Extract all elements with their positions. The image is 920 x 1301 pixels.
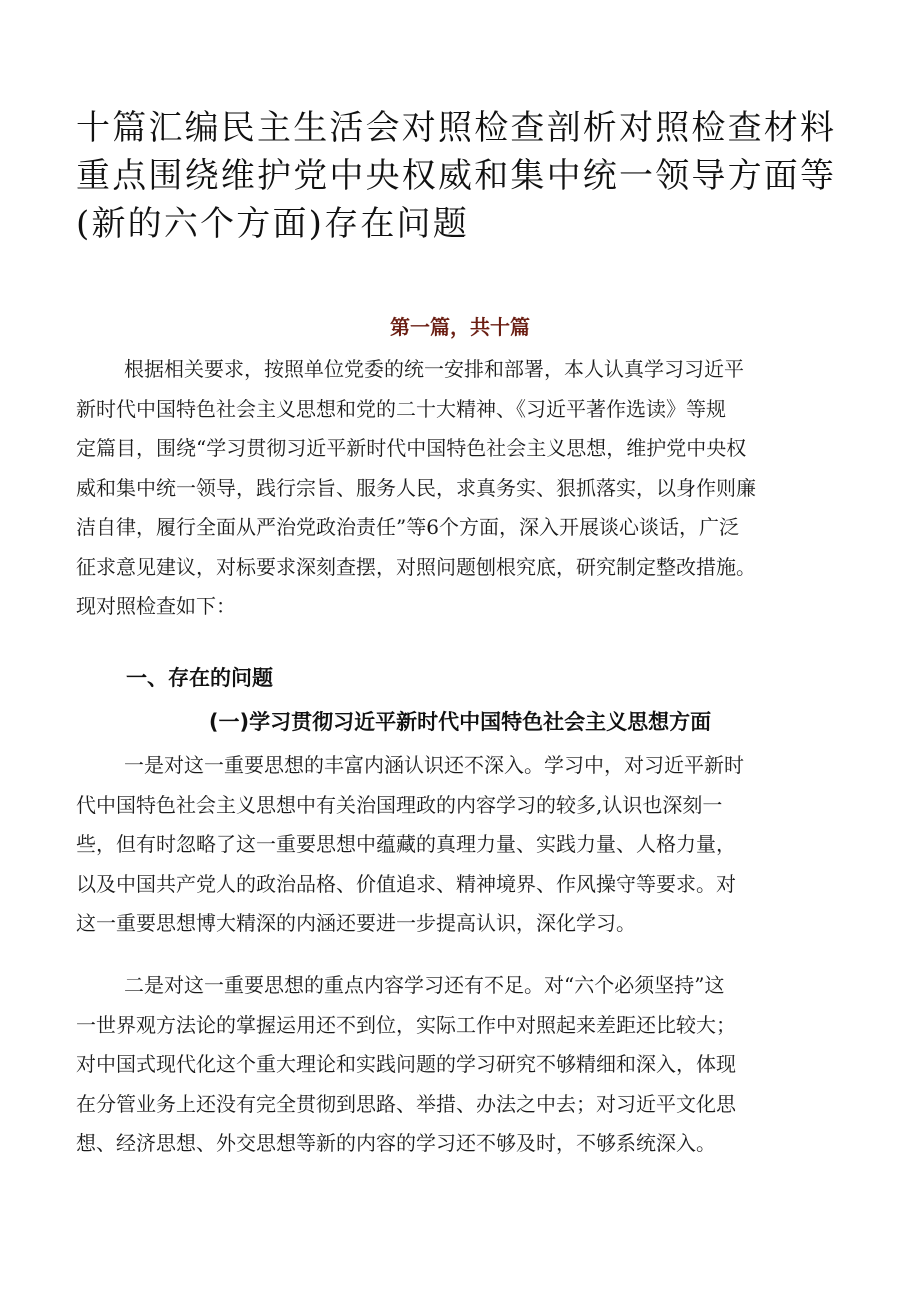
paragraph-line: 定篇目，围绕“学习贯彻习近平新时代中国特色社会主义思想，维护党中央权 [76, 436, 747, 460]
heading-existing-problems: 一、存在的问题 [126, 666, 273, 690]
paragraph-line: 一世界观方法论的掌握运用还不到位，实际工作中对照起来差距还比较大； [76, 1012, 736, 1037]
paragraph-line: 二是对这一重要思想的重点内容学习还有不足。对“六个必须坚持”这 [124, 973, 725, 997]
paragraph-two [76, 966, 736, 1164]
paragraph-line: 以及中国共产党人的政治品格、价值追求、精神境界、作风操守等要求。对 [76, 871, 736, 896]
paragraph-line: 威和集中统一领导，践行宗旨、服务人民，求真务实、狠抓落实，以身作则廉 [76, 475, 756, 500]
paragraph-line: 代中国特色社会主义思想中有关治国理政的内容学习的较多,认识也深刻一 [76, 792, 723, 817]
paragraph-line: 对中国式现代化这个重大理论和实践问题的学习研究不够精细和深入，体现 [76, 1052, 736, 1076]
paragraph-line: 征求意见建议，对标要求深刻查摆，对照问题刨根究底，研究制定整改措施。 [76, 554, 756, 579]
paragraph-line: 现对照检查如下： [76, 594, 236, 618]
paragraph-one [76, 746, 744, 944]
paragraph-line: 些，但有时忽略了这一重要思想中蕴藏的真理力量、实践力量、人格力量， [76, 832, 736, 856]
paragraph-line: 洁自律，履行全面从严治党政治责任”等6个方面，深入开展谈心谈话，广泛 [76, 515, 739, 539]
paragraph-line: 新时代中国特色社会主义思想和党的二十大精神、《习近平著作选读》等规 [76, 396, 726, 421]
subheading-study-thought: (一)学习贯彻习近平新时代中国特色社会主义思想方面 [208, 710, 712, 734]
section-heading: 第一篇，共十篇 [390, 315, 530, 339]
paragraph-line: 在分管业务上还没有完全贯彻到思路、举措、办法之中去；对习近平文化思 [76, 1091, 736, 1116]
document-title: 十篇汇编民主生活会对照检查剖析对照检查材料重点围绕维护党中央权威和集中统一领导方面等(新的六个方面)存在问题 [76, 108, 837, 244]
paragraph-line: 一是对这一重要思想的丰富内涵认识还不深入。学习中，对习近平新时 [124, 753, 744, 777]
paragraph-line: 想、经济思想、外交思想等新的内容的学习还不够及时，不够系统深入。 [76, 1131, 716, 1155]
paragraph-line: 这一重要思想博大精深的内涵还要进一步提高认识，深化学习。 [76, 911, 636, 935]
intro-paragraph [76, 350, 756, 627]
paragraph-line: 根据相关要求，按照单位党委的统一安排和部署，本人认真学习习近平 [124, 357, 744, 381]
